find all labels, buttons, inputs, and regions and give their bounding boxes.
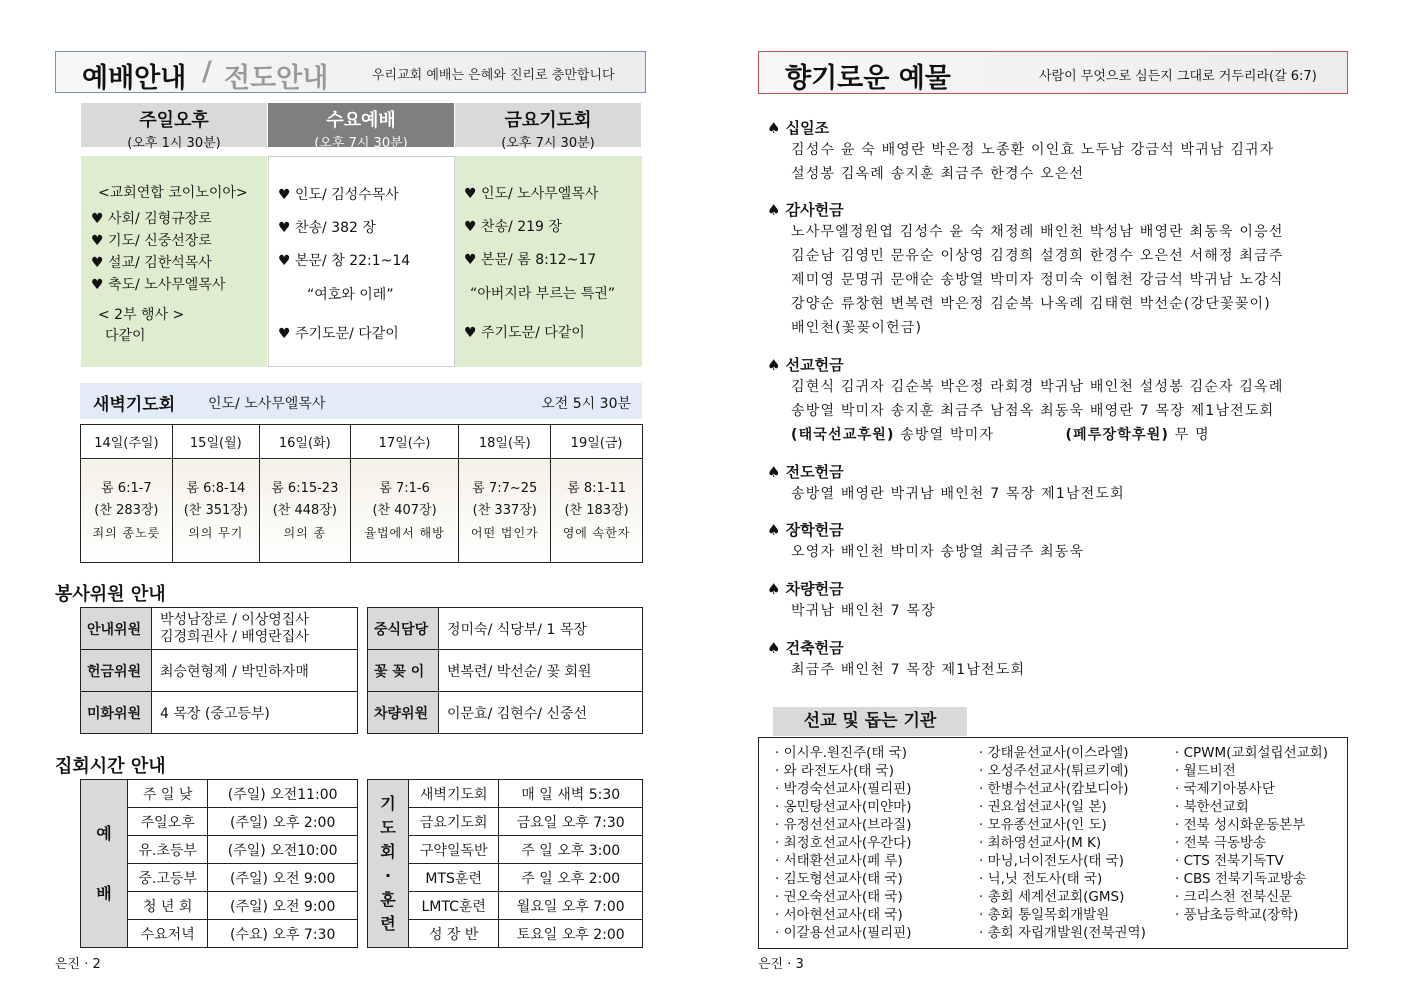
donor-line: 배인천(꽃꽂이헌금) [791,320,923,336]
order-item: ♥ 인도/ 노사무엘목사 [464,186,599,202]
offering-title: 향기로운 예물 [785,63,951,94]
label-char: 도 [380,817,396,837]
service-time: (오후 7시 30분) [501,136,595,151]
meeting-time: 주 일 오후 2:00 [499,864,643,892]
mission-item: · 총회 자립개발원(전북권역) [979,925,1146,941]
mission-item: · 김도형선교사(태 국) [775,871,903,887]
day-reading [259,459,350,563]
mission-item: · 옹민탕선교사(미얀마) [775,799,912,815]
donor-line: 설성봉 김옥례 송지훈 최금주 한경수 오은선 [791,166,1085,182]
donor-line: 송방열 배영란 박귀남 배인천 7 목장 제1남전도회 [791,486,1125,502]
volunteer-role: 헌금위원 [81,650,152,692]
service-name: 수요예배 [326,110,396,131]
meeting-time: (주일) 오전 9:00 [208,864,358,892]
mission-item: · 전북 극동방송 [1175,835,1267,851]
volunteer-names: 이문효/ 김현수/ 신중선 [439,692,643,734]
wednesday-service-header [268,103,454,151]
mission-item: · 유정선선교사(브라질) [775,817,912,833]
donor-line: 제미영 문명귀 문애순 송방열 박미자 정미숙 이협천 강금석 박귀남 노강식 [791,272,1284,288]
day-header: 17일(수) [350,425,459,459]
order-item: ♥ 찬송/ 382 장 [278,220,376,236]
thanks-offering-section [767,199,1284,340]
theme: 의의 종 [283,525,327,540]
thai-support-names: 송방열 박미자 [900,427,995,443]
volunteer-role: 중식담당 [368,608,439,650]
mission-item: · 강태윤선교사(이스라엘) [979,745,1129,761]
mission-column-3 [1175,744,1328,924]
mission-item: · 북한선교회 [1175,799,1249,815]
volunteer-names-line: 김경희권사 / 배영란집사 [160,628,309,645]
hymn: (찬 448장) [272,502,337,518]
sunday-service-header [81,103,267,151]
mission-item: · 오성주선교사(튀르키예) [979,763,1129,779]
mission-item: · 권요섭선교사(일 본) [979,799,1107,815]
order-item: 다같이 [105,328,146,344]
mission-item: · 전북 성시화운동본부 [1175,817,1306,833]
volunteer-role: 차량위원 [368,692,439,734]
vehicle-offering-section [767,578,936,623]
meeting-name: 금요기도회 [409,808,499,836]
offering-category: ♠ 십일조 [767,119,830,137]
donor-line: 김현식 김귀자 김순복 박은정 라회경 박귀남 배인천 설성봉 김순자 김옥례 [791,379,1284,395]
scripture: 롬 7:7~25 [472,480,538,496]
theme: 의의 무기 [188,525,244,540]
order-item: ♥ 기도/ 신중선장로 [91,233,212,249]
evangelism-offering-section [767,461,1125,506]
order-item: ♥ 본문/ 롬 8:12~17 [464,252,597,268]
service-name: 주일오후 [139,110,209,131]
right-page-footer: 은진 · 3 [758,957,804,972]
meeting-name: 성 장 반 [409,920,499,948]
mission-item: · 크리스천 전북신문 [1175,889,1293,905]
theme: 어떤 법인가 [470,525,539,540]
day-reading [551,459,643,563]
order-item: ♥ 찬송/ 219 장 [464,219,562,235]
mission-item: · 국제기아봉사단 [1175,781,1275,797]
theme: 영에 속한자 [562,525,631,540]
label-char: 배 [96,883,112,903]
order-item: ♥ 인도/ 김성수목사 [278,187,399,203]
mission-item: · 모유종선교사(인 도) [979,817,1107,833]
meeting-time: 주 일 오후 3:00 [499,836,643,864]
meeting-name: 새벽기도회 [409,780,499,808]
offering-category: ♠ 차량헌금 [767,580,844,598]
offering-category: ♠ 전도헌금 [767,463,844,481]
meeting-name: MTS훈련 [409,864,499,892]
volunteer-names: 최승현형제 / 박민하자매 [152,650,358,692]
meeting-time: 매 일 새벽 5:30 [499,780,643,808]
meeting-name: 유.초등부 [128,836,208,864]
label-char: 련 [380,913,396,933]
meeting-time: (수요) 오후 7:30 [208,920,358,948]
mission-offering-section [767,354,1284,447]
volunteer-names [152,608,358,650]
mission-item: · 월드비전 [1175,763,1236,779]
mission-item: · 총회 세계선교회(GMS) [979,889,1125,905]
scripture: 롬 6:1-7 [101,480,152,496]
mission-item: · 이갈용선교사(필리핀) [775,925,912,941]
mission-item: · 권오숙선교사(태 국) [775,889,903,905]
sermon-title: “여호와 이레” [307,287,394,303]
dawn-prayer-time: 오전 5시 30분 [541,396,631,412]
donor-line: 박귀남 배인천 7 목장 [791,603,936,619]
right-page-header [758,51,1348,94]
scholarship-offering-section [767,519,1084,564]
worship-times-table [80,779,358,948]
mission-support-line [791,423,1284,447]
day-header: 18일(목) [459,425,551,459]
donor-line: 오영자 배인천 박미자 송방열 최금주 최동욱 [791,544,1085,560]
peru-support-label: (페루장학후원) [1065,427,1170,443]
volunteer-table-right [367,607,643,734]
dawn-prayer-title: 새벽기도회 [93,395,176,415]
friday-service-order [455,156,642,367]
day-reading [459,459,551,563]
order-item: ♥ 주기도문/ 다같이 [278,326,399,342]
meeting-time: (주일) 오전10:00 [208,836,358,864]
meeting-name: 주 일 낮 [128,780,208,808]
hymn: (찬 407장) [372,502,437,518]
order-item: ♥ 축도/ 노사무엘목사 [91,277,226,293]
mission-column-2 [979,744,1146,942]
order-item: ♥ 주기도문/ 다같이 [464,325,585,341]
label-char: 기 [380,793,396,813]
meeting-name: 청 년 회 [128,892,208,920]
dawn-prayer-schedule [80,424,643,563]
offering-category: ♠ 장학헌금 [767,521,844,539]
donor-line: 김성수 윤 숙 배영란 박은정 노종환 이인효 노두남 강금석 박귀남 김귀자 [791,142,1275,158]
service-time: (오후 7시 30분) [314,136,408,151]
donor-line: 최금주 배인천 7 목장 제1남전도회 [791,662,1026,678]
service-time: (오후 1시 30분) [127,136,221,151]
order-item: <교회연합 코이노이아> [98,185,248,201]
evangelism-guide-title: 전도안내 [224,63,329,94]
tithe-section [767,117,1275,186]
mission-column-1 [775,744,912,942]
scripture: 롬 6:15-23 [271,480,339,496]
offering-category: ♠ 건축헌금 [767,639,844,657]
dawn-prayer-bar [80,383,642,419]
label-char: · [384,865,392,885]
label-char: 훈 [380,889,396,909]
mission-item: · CPWM(교회설립선교회) [1175,745,1328,761]
day-header: 15일(월) [172,425,259,459]
day-reading [81,459,173,563]
meeting-time: (주일) 오전 9:00 [208,892,358,920]
mission-item: · 와 라전도사(태 국) [775,763,894,779]
mission-item: · 마닝,너이전도사(태 국) [979,853,1125,869]
mission-list [758,737,1348,949]
mission-item: · 닉,닛 전도사(태 국) [979,871,1103,887]
volunteer-table-left [80,607,358,734]
mission-item: · 최하영선교사(M K) [979,835,1102,851]
order-item: ♥ 본문/ 창 22:1~14 [278,253,411,269]
mission-item: · CTS 전북기독TV [1175,853,1284,869]
day-reading [350,459,459,563]
volunteer-role: 꽃 꽂 이 [368,650,439,692]
mission-item: · 서태환선교사(페 루) [775,853,903,869]
meeting-name: 수요저녁 [128,920,208,948]
mission-item: · CBS 전북기독교방송 [1175,871,1307,887]
meeting-time: 토요일 오후 2:00 [499,920,643,948]
worship-guide-title: 예배안내 [82,63,187,94]
worship-label [81,780,128,948]
meeting-time: 금요일 오후 7:30 [499,808,643,836]
mission-item: · 서아현선교사(태 국) [775,907,903,923]
day-header: 19일(금) [551,425,643,459]
scripture: 롬 7:1-6 [379,480,430,496]
scripture: 롬 6:8-14 [186,480,246,496]
day-header: 16일(화) [259,425,350,459]
donor-line: 강양순 류창현 변복련 박은정 김순복 나옥례 김태현 박선순(강단꽃꽂이) [791,296,1271,312]
header-subtitle: 우리교회 예배는 은혜와 진리로 충만합니다 [372,68,615,83]
thai-support-label: (태국선교후원) [791,427,895,443]
theme: 죄의 종노릇 [92,525,161,540]
meeting-name: LMTC훈련 [409,892,499,920]
meeting-name: 주일오후 [128,808,208,836]
volunteer-names: 변복련/ 박선순/ 꽃 회원 [439,650,643,692]
mission-item: · 이시우.원진주(태 국) [775,745,908,761]
meeting-time: 월요일 오후 7:00 [499,892,643,920]
volunteer-section-title: 봉사위원 안내 [55,584,166,605]
service-name: 금요기도회 [504,110,592,131]
volunteer-names: 정미숙/ 식당부/ 1 목장 [439,608,643,650]
order-item: ♥ 사회/ 김형규장로 [91,211,212,227]
volunteer-role: 안내위원 [81,608,152,650]
left-page-footer: 은진 · 2 [55,957,101,972]
donor-line: 김순남 김영민 문유순 이상영 김경희 설경희 한경수 오은선 서해정 최금주 [791,248,1284,264]
prayer-training-label [368,780,409,948]
day-reading [172,459,259,563]
order-item: ♥ 설교/ 김한석목사 [91,255,212,271]
day-header: 14일(주일) [81,425,173,459]
sermon-title: “아버지라 부르는 특권” [470,286,616,302]
mission-item: · 풍남초등학교(장학) [1175,907,1299,923]
wednesday-service-order [268,156,455,367]
mission-item: · 총회 통일목회개발원 [979,907,1110,923]
offering-category: ♠ 감사헌금 [767,201,844,219]
label-char: 회 [380,841,396,861]
hymn: (찬 337장) [472,502,537,518]
hymn: (찬 183장) [564,502,629,518]
header-subtitle: 사람이 무엇으로 심든지 그대로 거두리라(갈 6:7) [1039,69,1317,84]
meeting-name: 구약일독반 [409,836,499,864]
mission-item: · 한병수선교사(캄보디아) [979,781,1129,797]
meeting-time: (주일) 오전11:00 [208,780,358,808]
dawn-prayer-leader: 인도/ 노사무엘목사 [208,396,326,412]
peru-support-names: 무 명 [1174,427,1210,443]
building-offering-section [767,637,1025,682]
scripture: 롬 8:1-11 [567,480,627,496]
theme: 율법에서 해방 [364,525,445,540]
hymn: (찬 283장) [94,502,159,518]
donor-line: 노사무엘정원엽 김성수 윤 숙 채정례 배인천 박성남 배영란 최동욱 이응선 [791,224,1284,240]
title-separator: / [202,56,212,87]
volunteer-role: 미화위원 [81,692,152,734]
mission-section-title: 선교 및 돕는 기관 [773,707,967,736]
sunday-service-order [81,156,267,367]
left-page-header [55,51,646,93]
volunteer-names: 4 목장 (중고등부) [152,692,358,734]
order-item: < 2부 행사 > [98,307,185,323]
friday-service-header [455,103,641,151]
meeting-time: (주일) 오후 2:00 [208,808,358,836]
donor-line: 송방열 박미자 송지훈 최금주 남점옥 최동욱 배영란 7 목장 제1남전도회 [791,403,1275,419]
mission-item: · 최정호선교사(우간다) [775,835,912,851]
mission-item: · 박경숙선교사(필리핀) [775,781,912,797]
volunteer-names-line: 박성남장로 / 이상영집사 [160,611,309,628]
label-char: 예 [96,823,112,843]
meeting-name: 중.고등부 [128,864,208,892]
meeting-section-title: 집회시간 안내 [55,756,166,777]
offering-category: ♠ 선교헌금 [767,356,844,374]
prayer-training-table [367,779,643,948]
hymn: (찬 351장) [183,502,248,518]
